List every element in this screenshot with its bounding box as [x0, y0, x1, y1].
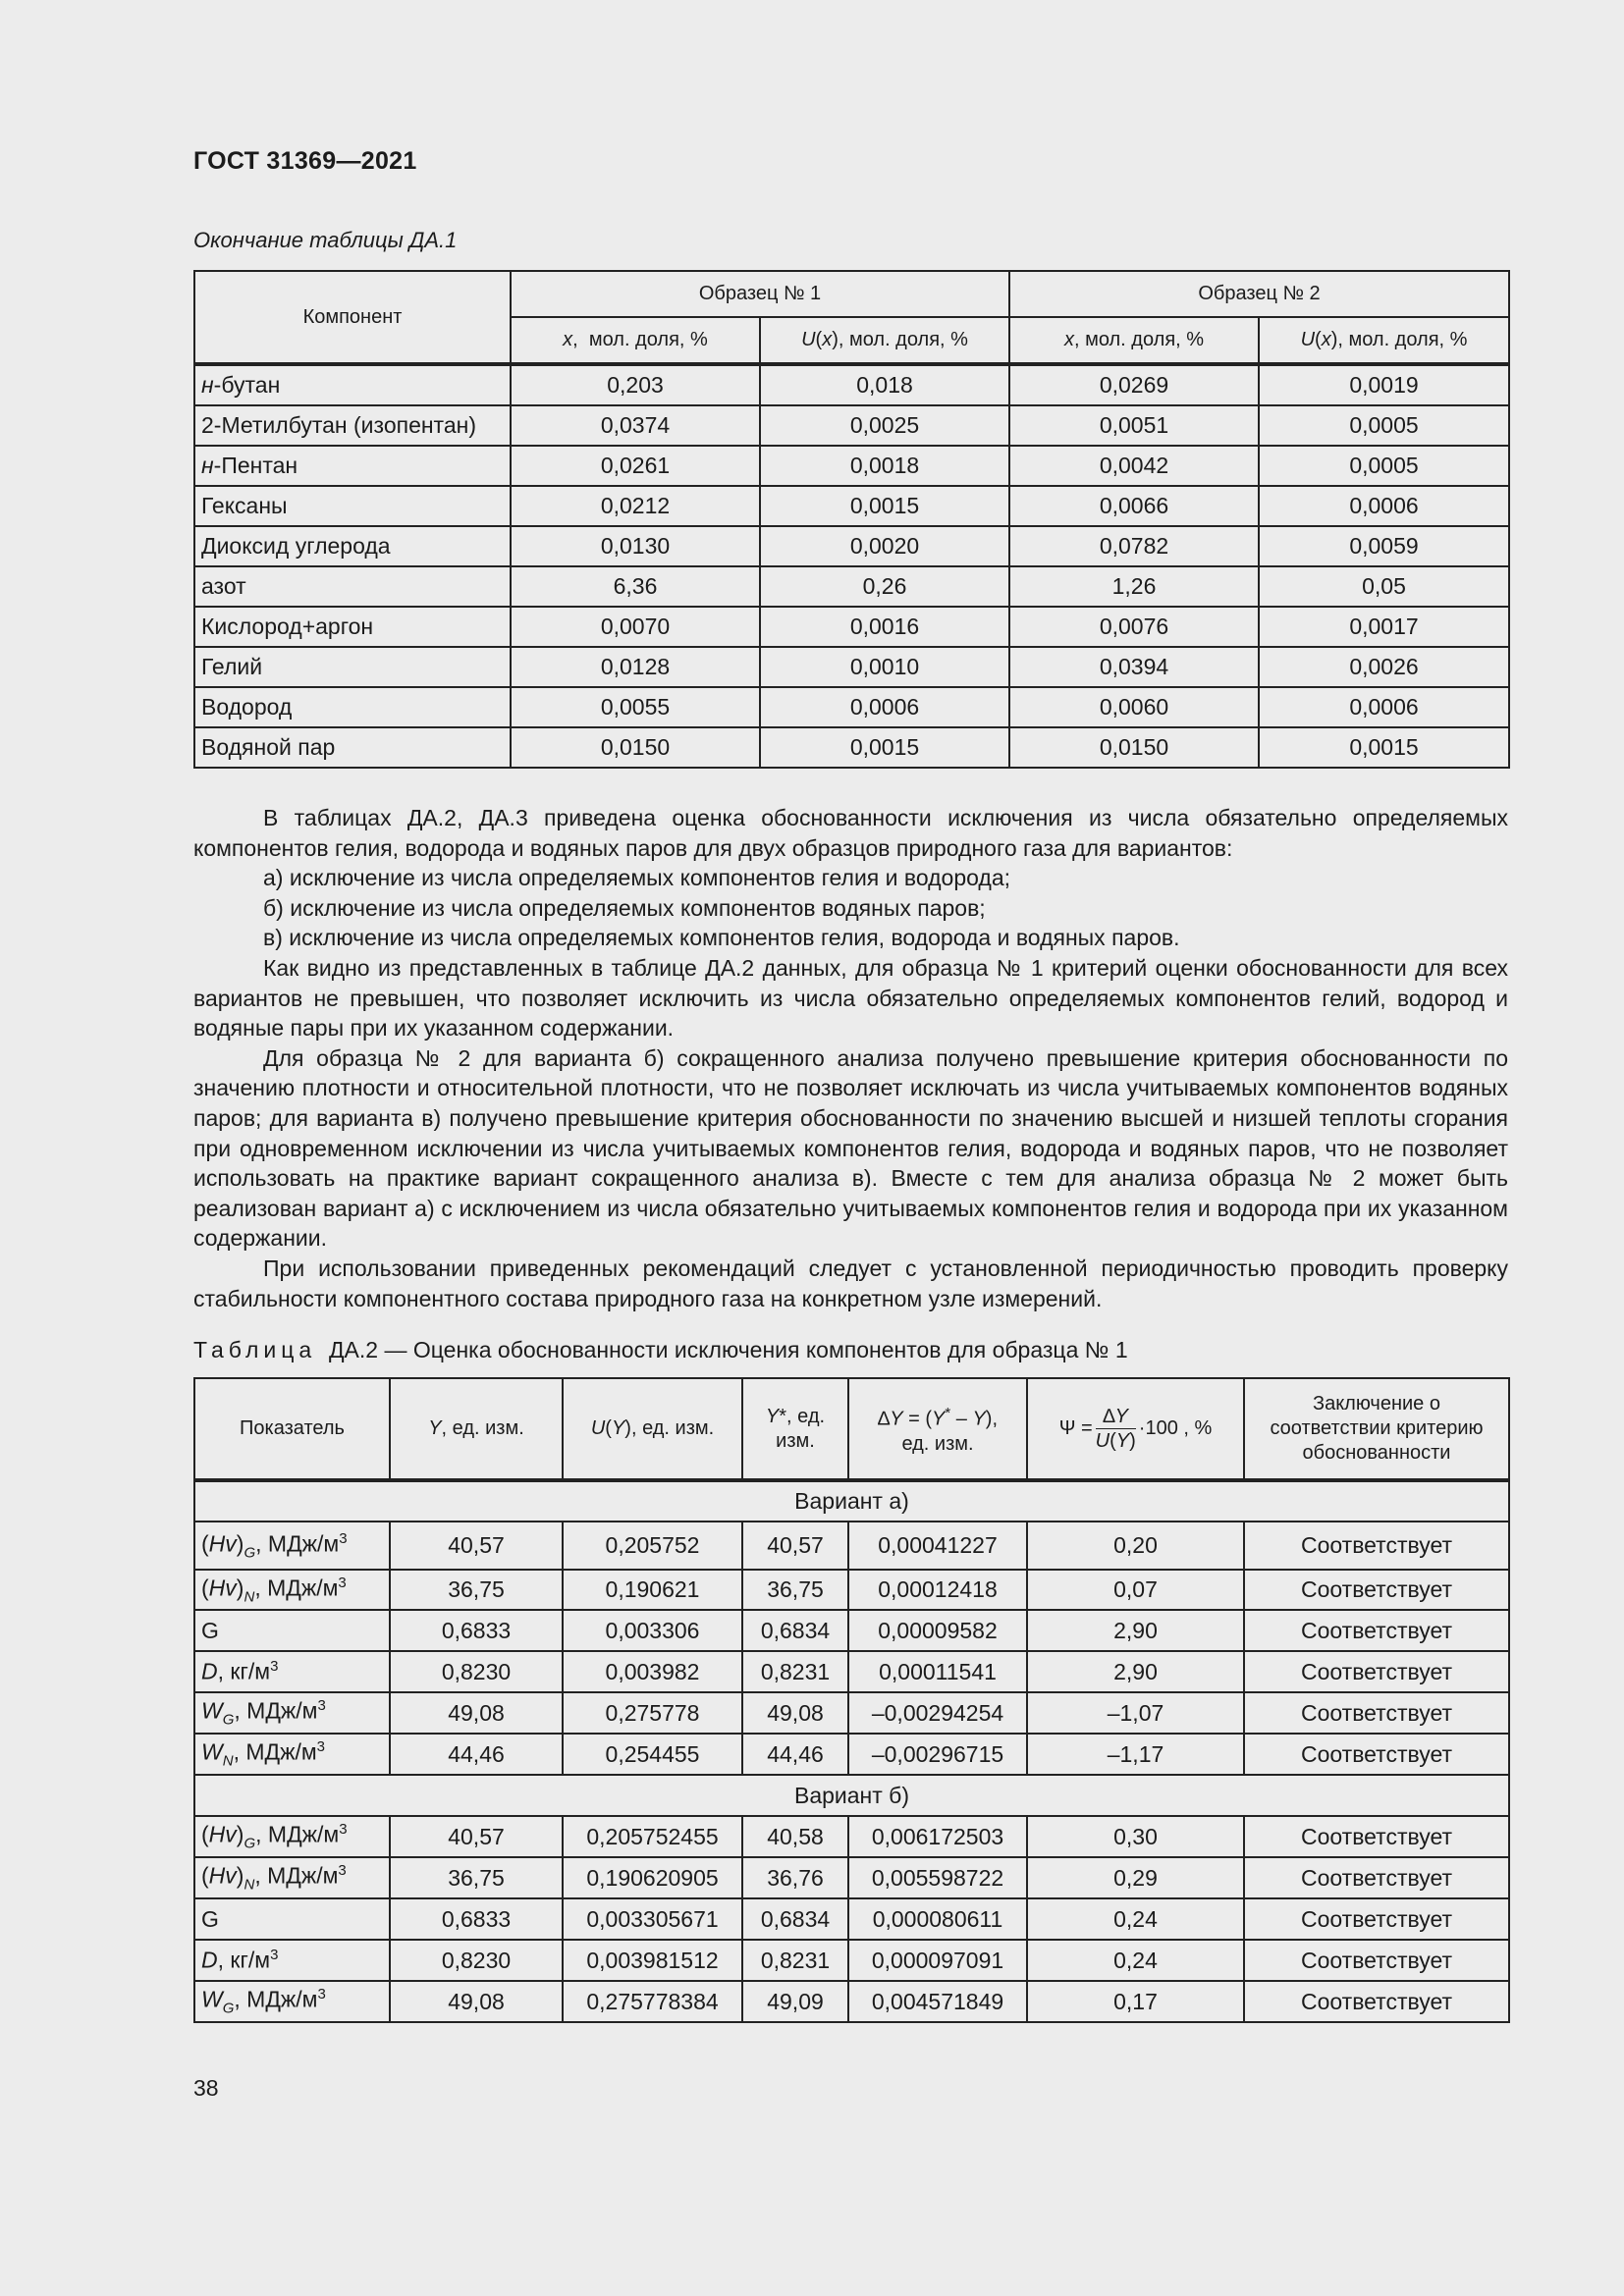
- indicator-hv-g: $(Hv)_G$, МДж/$м^3$: [194, 1522, 390, 1570]
- cell: 0,0016: [760, 607, 1009, 647]
- table-row: [194, 364, 1509, 405]
- cell: 0,0006: [760, 687, 1009, 727]
- cell: Соответствует: [1244, 1981, 1509, 2022]
- component-name: Водяной пар: [194, 727, 511, 768]
- variant-a-label: Вариант а): [194, 1480, 1509, 1522]
- cell: 0,0261: [511, 446, 760, 486]
- cell: 0,0026: [1259, 647, 1509, 687]
- cell: 6,36: [511, 566, 760, 607]
- cell: 0,6833: [390, 1610, 563, 1651]
- cell: –0,00294254: [848, 1692, 1027, 1734]
- table-row: [194, 1651, 1509, 1692]
- cell: 0,0070: [511, 607, 760, 647]
- component-name: Гелий: [194, 647, 511, 687]
- cell: 1,26: [1009, 566, 1259, 607]
- header-psi: Ψ = $\frac{\Delta Y}{U(Y)}$ ·100 , %: [1027, 1378, 1244, 1480]
- table-row: [194, 687, 1509, 727]
- table-row: [194, 727, 1509, 768]
- cell: 0,8231: [742, 1651, 848, 1692]
- paragraph-recommendation: При использовании приведенных рекомендаций следует с установленной периодичностью проводить проверку стабильности компонентного состава природного газа на конкретном узле измерений.: [193, 1255, 1508, 1311]
- table-row: [194, 486, 1509, 526]
- cell: 0,30: [1027, 1816, 1244, 1857]
- cell: 0,0269: [1009, 364, 1259, 405]
- cell: 0,24: [1027, 1940, 1244, 1981]
- cell: 0,205752455: [563, 1816, 742, 1857]
- indicator-d: D, $кг/м^3$: [194, 1651, 390, 1692]
- table-row: [194, 1522, 1509, 1570]
- cell: 0,203: [511, 364, 760, 405]
- cell: –1,07: [1027, 1692, 1244, 1734]
- cell: 0,254455: [563, 1734, 742, 1775]
- cell: 36,75: [390, 1570, 563, 1610]
- cell: 0,0059: [1259, 526, 1509, 566]
- header-x-1: x, мол. доля, %: [511, 317, 760, 364]
- cell: 40,57: [390, 1522, 563, 1570]
- cell: 2,90: [1027, 1610, 1244, 1651]
- cell: 0,0015: [1259, 727, 1509, 768]
- table2-caption: Таблица ДА.2 — Оценка обоснованности исключения компонентов для образца № 1: [193, 1337, 1128, 1362]
- cell: 36,75: [742, 1570, 848, 1610]
- cell: 49,08: [742, 1692, 848, 1734]
- indicator-g: G: [194, 1610, 390, 1651]
- psi-fraction: $\frac{\Delta Y}{U(Y)}$: [1095, 1406, 1136, 1452]
- cell: 0,003305671: [563, 1898, 742, 1940]
- indicator-hv-g: $(Hv)_G$, МДж/$м^3$: [194, 1816, 390, 1857]
- cell: 0,8230: [390, 1940, 563, 1981]
- cell: 0,05: [1259, 566, 1509, 607]
- cell: 0,6833: [390, 1898, 563, 1940]
- header-x-2: x, мол. доля, %: [1009, 317, 1259, 364]
- table-row: [194, 1981, 1509, 2022]
- cell: 0,0015: [760, 486, 1009, 526]
- cell: 0,275778: [563, 1692, 742, 1734]
- cell: 0,0020: [760, 526, 1009, 566]
- cell: 0,26: [760, 566, 1009, 607]
- paragraph-intro: В таблицах ДА.2, ДА.3 приведена оценка обоснованности исключения из числа обязательно определяемых компонентов гелия, водорода и водяных паров для двух образцов природного газа для вариантов:: [193, 805, 1508, 861]
- cell: 0,000097091: [848, 1940, 1027, 1981]
- cell: 0,0010: [760, 647, 1009, 687]
- cell: 0,8231: [742, 1940, 848, 1981]
- cell: 0,003306: [563, 1610, 742, 1651]
- cell: 0,0017: [1259, 607, 1509, 647]
- header-component: Компонент: [194, 271, 511, 364]
- cell: Соответствует: [1244, 1651, 1509, 1692]
- cell: 0,17: [1027, 1981, 1244, 2022]
- cell: 0,004571849: [848, 1981, 1027, 2022]
- cell: 0,0051: [1009, 405, 1259, 446]
- table-da1-end: [193, 270, 1510, 769]
- cell: 36,76: [742, 1857, 848, 1898]
- cell: 40,57: [742, 1522, 848, 1570]
- cell: 0,005598722: [848, 1857, 1027, 1898]
- indicator-hv-n: $(Hv)_N$, МДж/$м^3$: [194, 1570, 390, 1610]
- paragraph-sample-1: Как видно из представленных в таблице ДА.2 данных, для образца № 1 критерий оценки обоснованности для всех вариантов не превышен, что позволяет исключить из числа обязательно определяемых компонентов гелий, водород и водяные пары при их указанном содержании.: [193, 954, 1508, 1041]
- cell: 40,57: [390, 1816, 563, 1857]
- component-name: Гексаны: [194, 486, 511, 526]
- cell: 0,000080611: [848, 1898, 1027, 1940]
- cell: 0,0019: [1259, 364, 1509, 405]
- cell: 0,0060: [1009, 687, 1259, 727]
- indicator-wg: $W_G$, МДж/$м^3$: [194, 1981, 390, 2022]
- cell: 0,0042: [1009, 446, 1259, 486]
- list-item-a: а) исключение из числа определяемых компонентов гелия и водорода;: [263, 865, 1011, 891]
- cell: 0,0066: [1009, 486, 1259, 526]
- header-uy: U(Y), ед. изм.: [563, 1378, 742, 1480]
- header-conclusion: Заключение о соответствии критерию обоснованности: [1244, 1378, 1509, 1480]
- cell: 0,07: [1027, 1570, 1244, 1610]
- cell: 0,0374: [511, 405, 760, 446]
- cell: 0,6834: [742, 1898, 848, 1940]
- header-ux-1: U(x), мол. доля, %: [760, 317, 1009, 364]
- cell: 0,0005: [1259, 405, 1509, 446]
- component-name: азот: [194, 566, 511, 607]
- cell: 0,003981512: [563, 1940, 742, 1981]
- indicator-wg: $W_G$, МДж/$м^3$: [194, 1692, 390, 1734]
- variant-b-label: Вариант б): [194, 1775, 1509, 1816]
- cell: Соответствует: [1244, 1570, 1509, 1610]
- cell: 0,0018: [760, 446, 1009, 486]
- cell: 0,0782: [1009, 526, 1259, 566]
- cell: 0,0055: [511, 687, 760, 727]
- table-row: [194, 446, 1509, 486]
- cell: Соответствует: [1244, 1857, 1509, 1898]
- cell: Соответствует: [1244, 1692, 1509, 1734]
- component-name: 2-Метилбутан (изопентан): [194, 405, 511, 446]
- table-row: [194, 1570, 1509, 1610]
- cell: 0,006172503: [848, 1816, 1027, 1857]
- cell: 0,0076: [1009, 607, 1259, 647]
- component-name: Диоксид углерода: [194, 526, 511, 566]
- cell: Соответствует: [1244, 1940, 1509, 1981]
- indicator-hv-n: $(Hv)_N$, МДж/$м^3$: [194, 1857, 390, 1898]
- header-ystar: Y*, ед. изм.: [742, 1378, 848, 1480]
- document-standard-title: ГОСТ 31369—2021: [193, 147, 417, 175]
- cell: 2,90: [1027, 1651, 1244, 1692]
- table-row: [194, 1898, 1509, 1940]
- list-item-b: б) исключение из числа определяемых компонентов водяных паров;: [263, 894, 986, 921]
- component-name: н-бутан: [194, 364, 511, 405]
- table-row: [194, 405, 1509, 446]
- cell: 0,00012418: [848, 1570, 1027, 1610]
- table-row: [194, 1940, 1509, 1981]
- cell: 40,58: [742, 1816, 848, 1857]
- cell: 0,190621: [563, 1570, 742, 1610]
- cell: 0,6834: [742, 1610, 848, 1651]
- cell: 0,003982: [563, 1651, 742, 1692]
- table-row: [194, 1857, 1509, 1898]
- cell: 0,0130: [511, 526, 760, 566]
- cell: 0,0025: [760, 405, 1009, 446]
- list-item-c: в) исключение из числа определяемых компонентов гелия, водорода и водяных паров.: [263, 925, 1180, 951]
- cell: 49,08: [390, 1981, 563, 2022]
- cell: 0,00009582: [848, 1610, 1027, 1651]
- component-name: н-Пентан: [194, 446, 511, 486]
- header-delta-y: ∆Y = (Y* – Y), ед. изм.: [848, 1378, 1027, 1480]
- cell: –1,17: [1027, 1734, 1244, 1775]
- cell: 0,0150: [511, 727, 760, 768]
- cell: 0,0005: [1259, 446, 1509, 486]
- cell: 0,018: [760, 364, 1009, 405]
- component-name: Водород: [194, 687, 511, 727]
- component-name: Кислород+аргон: [194, 607, 511, 647]
- cell: 49,09: [742, 1981, 848, 2022]
- paragraph-sample-2: Для образца № 2 для варианта б) сокращенного анализа получено превышение критерия обоснованности по значению плотности и относительной плотности, что не позволяет исключать из числа учитываемых компонентов водяных паров; для варианта в) получено превышение критерия обоснованности по значению высшей и низшей теплоты сгорания при одновременном исключении из числа учитываемых компонентов гелия, водорода и водяных паров, что не позволяет использовать на практике вариант сокращенного анализа в). Вместе с тем для анализа образца № 2 может быть реализован вариант а) с исключением из числа обязательно учитываемых компонентов гелия и водорода при их указанном содержании.: [193, 1044, 1508, 1252]
- table-row: [194, 566, 1509, 607]
- indicator-d: D, $кг/м^3$: [194, 1940, 390, 1981]
- cell: –0,00296715: [848, 1734, 1027, 1775]
- cell: 0,0212: [511, 486, 760, 526]
- table-da2: [193, 1377, 1510, 2023]
- table-row: [194, 1816, 1509, 1857]
- cell: 0,0015: [760, 727, 1009, 768]
- cell: Соответствует: [1244, 1522, 1509, 1570]
- cell: 0,190620905: [563, 1857, 742, 1898]
- cell: 36,75: [390, 1857, 563, 1898]
- cell: 0,0006: [1259, 687, 1509, 727]
- cell: 0,8230: [390, 1651, 563, 1692]
- cell: Соответствует: [1244, 1734, 1509, 1775]
- cell: 0,00041227: [848, 1522, 1027, 1570]
- cell: 0,0394: [1009, 647, 1259, 687]
- cell: 49,08: [390, 1692, 563, 1734]
- cell: 0,0128: [511, 647, 760, 687]
- indicator-g: G: [194, 1898, 390, 1940]
- header-sample-1: Образец № 1: [511, 271, 1009, 317]
- cell: 0,20: [1027, 1522, 1244, 1570]
- table-row: [194, 1734, 1509, 1775]
- header-y: Y, ед. изм.: [390, 1378, 563, 1480]
- table-row: [194, 1610, 1509, 1651]
- cell: 0,00011541: [848, 1651, 1027, 1692]
- table-row: [194, 1692, 1509, 1734]
- cell: 0,0006: [1259, 486, 1509, 526]
- page-number: 38: [193, 2075, 219, 2101]
- body-text: [193, 803, 1508, 1313]
- table1-caption: Окончание таблицы ДА.1: [193, 228, 458, 252]
- cell: Соответствует: [1244, 1610, 1509, 1651]
- cell: Соответствует: [1244, 1898, 1509, 1940]
- cell: 0,275778384: [563, 1981, 742, 2022]
- cell: 44,46: [390, 1734, 563, 1775]
- cell: 0,24: [1027, 1898, 1244, 1940]
- cell: Соответствует: [1244, 1816, 1509, 1857]
- cell: 0,0150: [1009, 727, 1259, 768]
- header-ux-2: U(x), мол. доля, %: [1259, 317, 1509, 364]
- table-row: [194, 607, 1509, 647]
- cell: 0,29: [1027, 1857, 1244, 1898]
- table-row: [194, 647, 1509, 687]
- indicator-wn: $W_N$, МДж/$м^3$: [194, 1734, 390, 1775]
- header-indicator: Показатель: [194, 1378, 390, 1480]
- cell: 0,205752: [563, 1522, 742, 1570]
- cell: 44,46: [742, 1734, 848, 1775]
- header-sample-2: Образец № 2: [1009, 271, 1509, 317]
- table-row: [194, 526, 1509, 566]
